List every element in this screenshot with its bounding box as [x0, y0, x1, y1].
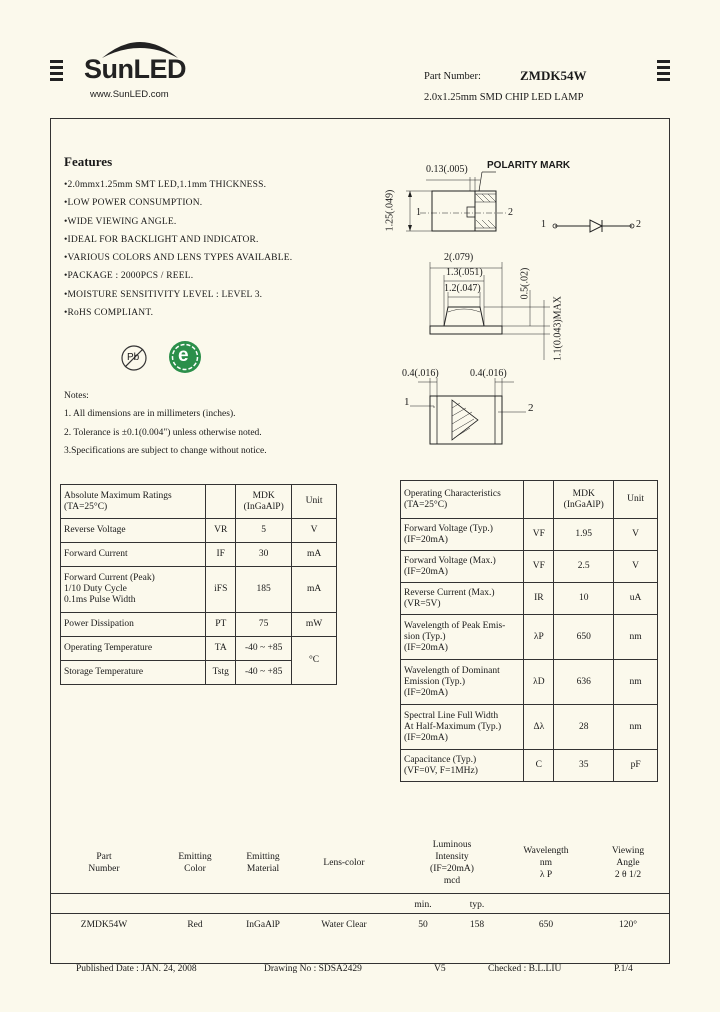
op-value: 35	[554, 750, 614, 782]
feature-item: •MOISTURE SENSITIVITY LEVEL : LEVEL 3.	[64, 289, 263, 300]
op-param-line: (IF=20mA)	[404, 687, 448, 698]
op-char-mdk-line2: (InGaAlP)	[563, 499, 604, 510]
op-symbol: VF	[524, 551, 554, 583]
op-param-line: Capacitance (Typ.)	[404, 754, 477, 765]
environment-mark-icon	[168, 340, 202, 374]
abs-unit: mW	[292, 613, 337, 637]
abs-unit: °C	[292, 637, 337, 685]
sel-part: ZMDK54W	[80, 920, 128, 930]
top-view-pin-2: 2	[508, 207, 513, 218]
abs-param: Storage Temperature	[61, 661, 206, 685]
sel-typ: 158	[469, 920, 485, 930]
feature-item: •2.0mmx1.25mm SMT LED,1.1mm THICKNESS.	[64, 180, 267, 190]
op-char-title-line2: (TA=25°C)	[404, 499, 448, 510]
abs-max-mdk-line1: MDK	[252, 490, 275, 501]
abs-symbol: PT	[206, 613, 236, 637]
abs-max-mdk-line2: (InGaAlP)	[243, 501, 284, 512]
feature-item: •RoHS COMPLIANT.	[64, 308, 154, 319]
note-item: 1. All dimensions are in millimeters (inches).	[64, 409, 236, 420]
op-param-line: Reverse Current (Max.)	[404, 587, 495, 598]
sel-header-color: Emitting Color	[178, 852, 212, 874]
op-unit: V	[614, 519, 658, 551]
drawing-number: Drawing No : SDSA2429	[264, 964, 362, 974]
op-param	[401, 551, 524, 583]
sel-header-min: min.	[414, 900, 432, 910]
op-value: 636	[554, 660, 614, 705]
abs-symbol: Tstg	[206, 661, 236, 685]
sel-header-material: Emitting Material	[246, 852, 280, 874]
dim-1-3: 1.3(.051)	[446, 267, 483, 278]
abs-max-title-line1: Absolute Maximum Ratings	[64, 490, 172, 501]
abs-value: -40 ~ +85	[236, 637, 292, 661]
op-param	[401, 615, 524, 660]
abs-value: 75	[236, 613, 292, 637]
part-number: ZMDK54W	[520, 68, 587, 83]
sel-viewing-angle: 120°	[618, 920, 638, 930]
op-param-line: Wavelength of Peak Emis-	[404, 620, 506, 631]
features-list	[64, 176, 364, 322]
abs-max-unit-header: Unit	[292, 485, 337, 519]
op-unit: pF	[614, 750, 658, 782]
op-param-line: sion (Typ.)	[404, 631, 446, 642]
bottom-view-pin-2: 2	[528, 402, 534, 414]
op-unit: nm	[614, 705, 658, 750]
notes-title: Notes:	[64, 391, 89, 401]
abs-param: Reverse Voltage	[61, 519, 206, 543]
abs-param-line: 1/10 Duty Cycle	[64, 584, 127, 594]
op-char-mdk-header	[554, 481, 614, 519]
feature-item: •PACKAGE : 2000PCS / REEL.	[64, 271, 194, 282]
abs-symbol: VR	[206, 519, 236, 543]
abs-value: 5	[236, 519, 292, 543]
op-char-title	[401, 481, 524, 519]
op-symbol: VF	[524, 519, 554, 551]
dim-1-1-max: 1.1(0.043)MAX	[552, 296, 564, 361]
dim-2: 2(.079)	[444, 252, 474, 263]
op-param-line: Emission (Typ.)	[404, 676, 466, 687]
feature-item: •VARIOUS COLORS AND LENS TYPES AVAILABLE.	[64, 253, 293, 264]
abs-param-line: Forward Current (Peak)	[64, 573, 155, 583]
op-param-line: Forward Voltage (Max.)	[404, 555, 496, 566]
website: www.SunLED.com	[90, 89, 169, 100]
op-symbol: C	[524, 750, 554, 782]
dim-0-5: 0.5(.02)	[519, 267, 531, 300]
top-view-pin-1: 1	[416, 207, 421, 218]
sel-header-viewing-angle: Viewing Angle 2 θ 1/2	[611, 846, 645, 880]
abs-param	[61, 567, 206, 613]
sel-header-lens: Lens-color	[323, 858, 365, 868]
abs-symbol: IF	[206, 543, 236, 567]
pb-label: Pb	[127, 352, 140, 363]
op-param-line: Wavelength of Dominant	[404, 665, 500, 676]
op-param-line: (IF=20mA)	[404, 642, 448, 653]
diode-pin-2: 2	[636, 219, 641, 230]
op-symbol: Δλ	[524, 705, 554, 750]
abs-max-title	[61, 485, 206, 519]
sel-header-rule	[50, 893, 670, 894]
abs-value: -40 ~ +85	[236, 661, 292, 685]
feature-item: •IDEAL FOR BACKLIGHT AND INDICATOR.	[64, 234, 259, 245]
abs-max-title-line2: (TA=25°C)	[64, 501, 108, 512]
sel-material: InGaAlP	[246, 920, 280, 930]
abs-unit: mA	[292, 543, 337, 567]
page-number: P.1/4	[614, 964, 633, 974]
op-param-line: (VR=5V)	[404, 598, 441, 609]
abs-symbol: TA	[206, 637, 236, 661]
part-description: 2.0x1.25mm SMD CHIP LED LAMP	[424, 92, 584, 103]
abs-max-mdk-header	[236, 485, 292, 519]
op-value: 10	[554, 583, 614, 615]
op-param-line: Spectral Line Full Width	[404, 710, 499, 721]
sel-wavelength: 650	[538, 920, 554, 930]
dim-0-13: 0.13(.005)	[426, 164, 468, 175]
feature-item: •WIDE VIEWING ANGLE.	[64, 216, 177, 227]
op-param-line: Forward Voltage (Typ.)	[404, 523, 493, 534]
sel-header-wavelength: Wavelength nm λ P	[523, 846, 569, 880]
dim-0-4-right: 0.4(.016)	[470, 368, 507, 379]
op-unit: nm	[614, 615, 658, 660]
sel-header-part: Part Number	[88, 852, 120, 874]
op-param-line: At Half-Maximum (Typ.)	[404, 721, 502, 732]
op-param	[401, 519, 524, 551]
op-value: 1.95	[554, 519, 614, 551]
version: V5	[434, 964, 446, 974]
part-number-label: Part Number:	[424, 71, 481, 82]
polarity-mark-label: POLARITY MARK	[487, 160, 571, 171]
pb-free-icon	[120, 344, 148, 372]
dim-1-25: 1.25(.049)	[384, 189, 396, 232]
op-param	[401, 583, 524, 615]
diode-pin-1: 1	[541, 219, 546, 230]
note-item: 2. Tolerance is ±0.1(0.004") unless otherwise noted.	[64, 427, 262, 438]
feature-item: •LOW POWER CONSUMPTION.	[64, 198, 203, 209]
op-param-line: (IF=20mA)	[404, 534, 448, 545]
notes	[64, 387, 364, 460]
sel-lens: Water Clear	[321, 920, 367, 930]
op-param	[401, 660, 524, 705]
checked-by: Checked : B.L.LIU	[488, 964, 562, 974]
operating-characteristics-table	[400, 480, 658, 782]
abs-symbol: iFS	[206, 567, 236, 613]
dim-1-2: 1.2(.047)	[444, 283, 481, 294]
op-symbol: λP	[524, 615, 554, 660]
features-title: Features	[64, 154, 113, 169]
right-bars	[657, 60, 670, 81]
op-value: 28	[554, 705, 614, 750]
sel-header-luminous: Luminous Intensity (IF=20mA) mcd	[430, 840, 474, 886]
op-param	[401, 705, 524, 750]
abs-param: Forward Current	[61, 543, 206, 567]
sel-color: Red	[187, 920, 203, 930]
sel-min: 50	[418, 920, 428, 930]
op-char-unit-header: Unit	[614, 481, 658, 519]
sunled-logo	[80, 28, 200, 98]
op-param-line: (IF=20mA)	[404, 566, 448, 577]
abs-unit: V	[292, 519, 337, 543]
published-date: Published Date : JAN. 24, 2008	[76, 964, 197, 974]
abs-param: Operating Temperature	[61, 637, 206, 661]
abs-value: 185	[236, 567, 292, 613]
sel-header-typ: typ.	[469, 900, 485, 910]
op-value: 650	[554, 615, 614, 660]
op-param-line: (VF=0V, F=1MHz)	[404, 765, 478, 776]
note-item: 3.Specifications are subject to change without notice.	[64, 445, 267, 456]
abs-value: 30	[236, 543, 292, 567]
abs-param-line: 0.1ms Pulse Width	[64, 595, 136, 605]
op-symbol: λD	[524, 660, 554, 705]
bottom-view-pin-1: 1	[404, 396, 410, 408]
sel-subheader-rule	[50, 913, 670, 914]
brand-name: SunLED	[84, 54, 186, 84]
op-char-title-line1: Operating Characteristics	[404, 488, 501, 499]
abs-param: Power Dissipation	[61, 613, 206, 637]
op-value: 2.5	[554, 551, 614, 583]
op-symbol: IR	[524, 583, 554, 615]
dim-0-4-left: 0.4(.016)	[402, 368, 439, 379]
op-unit: nm	[614, 660, 658, 705]
left-bars	[50, 60, 63, 81]
absolute-max-ratings-table	[60, 484, 337, 685]
op-unit: V	[614, 551, 658, 583]
op-param	[401, 750, 524, 782]
op-char-mdk-line1: MDK	[572, 488, 595, 499]
e-label: e	[178, 345, 189, 366]
abs-unit: mA	[292, 567, 337, 613]
op-param-line: (IF=20mA)	[404, 732, 448, 743]
op-unit: uA	[614, 583, 658, 615]
